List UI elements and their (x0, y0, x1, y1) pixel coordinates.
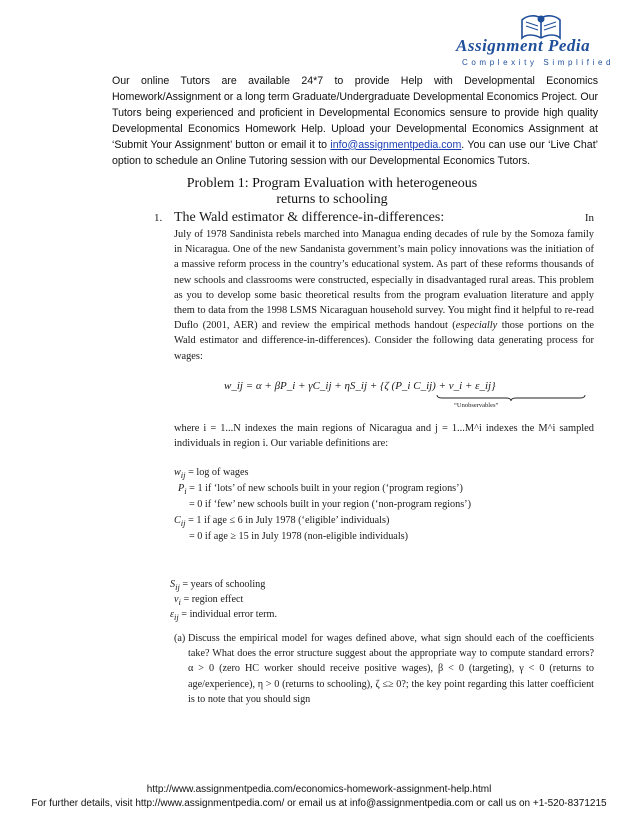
def-p0: = 0 if ‘few’ new schools built in your region (‘non-program regions’) (189, 499, 471, 510)
def-row-w: $w_{ij} = \log$ of wages (174, 467, 249, 481)
def-w: = log of wages (188, 467, 249, 478)
def-c1: = 1 if age ≤ 6 in July 1978 (‘eligible’ individuals) (188, 515, 390, 526)
body-text-2: those portions on the Wald estimator and difference-in-differences). Consider the following data generating process for wages: (174, 320, 594, 362)
body-text-1: July of 1978 Sandinista rebels marched into Managua ending decades of rule by the Somoza family in Nicaragua. One of the new Sandanista government’s main policy innovations was the initiation of a massive reform process in the country’s educational system. As part of these reforms thousands of new schools and classrooms were constructed, especially in disadvantaged rural areas. This problem as you to develop some basic theoretical results from the program evaluation literature and apply them to data from the 1998 LSMS Nicaraguan household survey. You might find it helpful to re-read Duflo (2001, AER) and review the empirical methods handout ( (174, 229, 594, 332)
problem-body (174, 227, 594, 364)
footer-url[interactable]: http://www.assignmentpedia.com/economics-homework-assignment-help.html (146, 784, 492, 795)
equation-text: w_ij = α + βP_i + γC_ij + ηS_ij + {ζ (P_i C_ij) + ν_i + ε_ij} (224, 380, 496, 392)
intro-paragraph (112, 74, 598, 169)
email-link[interactable]: info@assignmentpedia.com (330, 138, 462, 151)
def-v: = region effect (183, 594, 244, 605)
where-paragraph: where i = 1...N indexes the main regions of Nicaragua and j = 1...M^i indexes the M^i sampled individuals in region i. Our variable definitions are: (174, 423, 594, 450)
problem-title-line1: Problem 1: Program Evaluation with heterogeneous (186, 176, 478, 191)
def-e: = individual error term. (181, 609, 278, 620)
def-row-c1: $C_{ij} = 1$ if age ≤ 6 in July 1978 (‘eligible’ individuals) (174, 515, 390, 529)
def-row-v: $v_i$ = region effect (174, 594, 244, 608)
question-a-text: Discuss the empirical model for wages defined above, what sign should each of the coefficients take? What does the error structure suggest about the appropriate way to compute standard errors? α > 0 (zero HC worker should receive positive wages), β < 0 (targeting), γ < 0 (returns to age/experience), η > 0 (returns to schooling), ζ ≤≥ 0?; the key point regarding this latter coefficient is to note that you should sign (188, 633, 594, 705)
intro-text-1: Our online Tutors are available 24*7 to provide Help with Developmental Economics Homework/Assignment or a long term Graduate/Undergraduate Developmental Economics Project. Our Tutors being experienced and proficient in Developmental Economics sensure to provide high quality Developmental Economics Homework Help. Upload your Developmental Economics Assignment at ‘Submit Your Assignment’ button or email it to (112, 75, 598, 151)
question-a-label: (a) (174, 633, 186, 644)
intro-text-2: . You can use our ‘Live Chat’ option to schedule an Online Tutoring session with our Developmental Economics Tutors. (112, 138, 598, 167)
section-heading (154, 210, 594, 226)
logo-title: Assignment Pedia (456, 36, 591, 55)
problem-title (120, 176, 544, 208)
def-row-e: $\varepsilon_{ij}$ = individual error term. (170, 609, 278, 623)
def-row-c0 (189, 529, 408, 545)
def-c0: = 0 if age ≥ 15 in July 1978 (non-eligible individuals) (189, 531, 409, 542)
wage-equation (174, 380, 594, 414)
underbrace-icon (436, 394, 586, 402)
body-emphasis: especially (455, 320, 498, 332)
footer-contact: For further details, visit http://www.assignmentpedia.com/ or email us at info@assignmentpedia.com or call us on +1-520-8371215 (31, 798, 607, 809)
def-s: = years of schooling (182, 579, 266, 590)
problem-title-line2: returns to schooling (276, 192, 388, 207)
section-inline-text: In (584, 212, 594, 224)
def-p1: = 1 if ‘lots’ of new schools built in your region (‘program regions’) (189, 483, 463, 494)
section-number: 1. (154, 212, 163, 224)
equation-label: “Unobservables” (454, 402, 499, 409)
question-a (174, 631, 594, 707)
section-title: The Wald estimator & difference-in-differences: (174, 210, 445, 225)
assignmentpedia-logo (452, 14, 632, 74)
logo-tagline: Complexity Simplified (462, 58, 615, 67)
def-row-s: $S_{ij}$ = years of schooling (170, 579, 266, 593)
def-row-p1: $P_i = 1$ if ‘lots’ of new schools built in your region (‘program regions’) (178, 483, 463, 497)
def-row-p0 (189, 497, 471, 513)
